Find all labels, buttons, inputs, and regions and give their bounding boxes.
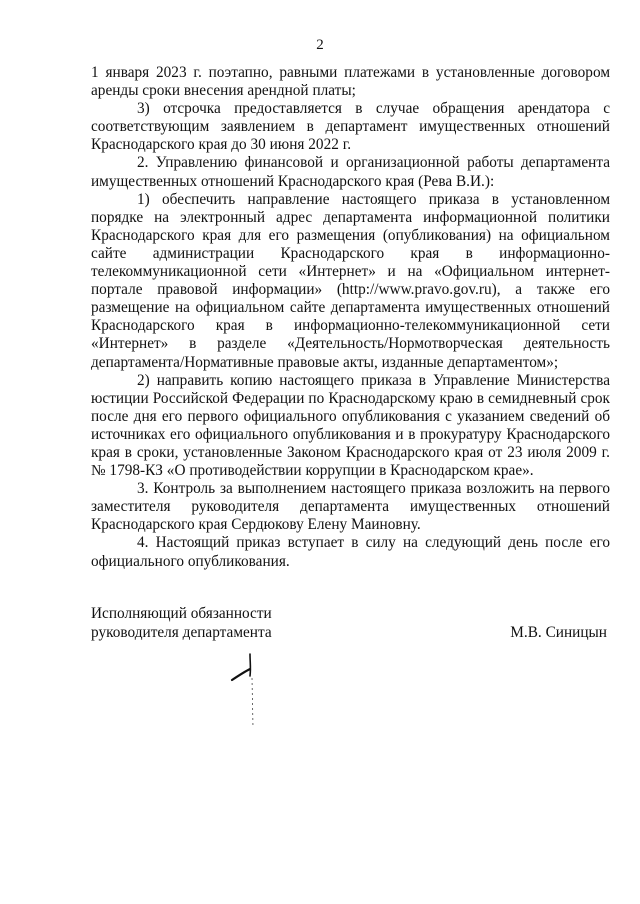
paragraph-item-3: 3. Контроль за выполнением настоящего приказа возложить на первого заместителя руководителя департамента имущественных отношений Краснодарского края Сердюкову Елену Маиновну. — [91, 480, 610, 534]
paragraph-item-2: 2. Управлению финансовой и организационной работы департамента имущественных отношений Краснодарского края (Рева В.И.): — [91, 154, 610, 190]
signatory-position-line2: руководителя департамента — [91, 624, 272, 641]
signature-block — [91, 604, 610, 642]
signatory-position-line1: Исполняющий обязанности — [91, 605, 272, 622]
signatory-name: М.В. Синицын — [510, 624, 607, 641]
paragraph-item-4: 4. Настоящий приказ вступает в силу на следующий день после его официального опубликования. — [91, 534, 610, 570]
paragraph-item-2-2: 2) направить копию настоящего приказа в Управление Министерства юстиции Российской Федерации по Краснодарскому краю в семидневный срок после дня его первого официального опубликования с указанием сведений об источниках его официального опубликования и в прокуратуру Краснодарского края в сроки, установленные Законом Краснодарского края от 23 июля 2009 г. № 1798-КЗ «О противодействии коррупции в Краснодарском крае». — [91, 371, 610, 480]
page-number: 2 — [316, 37, 324, 53]
handwritten-signature — [228, 650, 268, 732]
paragraph-continuation: 1 января 2023 г. поэтапно, равными платежами в установленные договором аренды сроки внесения арендной платы; — [91, 64, 610, 100]
paragraph-deferral-condition: 3) отсрочка предоставляется в случае обращения арендатора с соответствующим заявлением в департамент имущественных отношений Краснодарского края до 30 июня 2022 г. — [91, 100, 610, 154]
document-body — [91, 64, 610, 571]
paragraph-item-2-1: 1) обеспечить направление настоящего приказа в установленном порядке на электронный адрес департамента информационной политики Краснодарского края для его размещения (опубликования) на официальном сайте администрации Краснодарского края в информационно-телекоммуникационной сети «Интернет» и на «Официальном интернет-портале правовой информации» (http://www.pravo.gov.ru), а также его размещение на официальном сайте департамента имущественных отношений Краснодарского края в информационно-телекоммуникационной сети «Интернет» в разделе «Деятельность/Нормотворческая деятельность департамента/Нормативные правовые акты, изданные департаментом»; — [91, 190, 610, 371]
